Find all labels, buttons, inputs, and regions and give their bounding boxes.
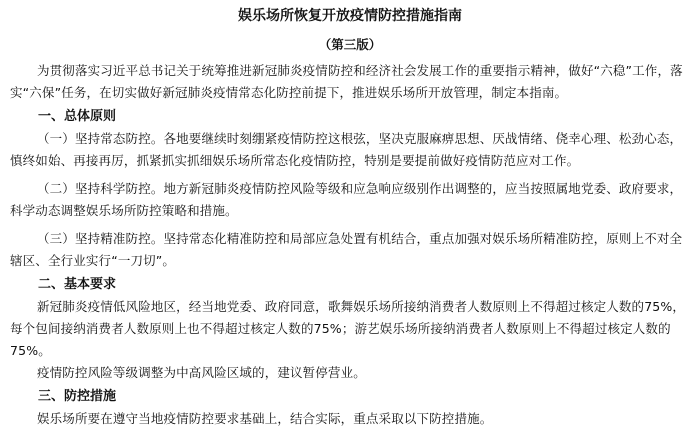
principle-paragraph-3: （三）坚持精准防控。坚持常态化精准防控和局部应急处置有机结合，重点加强对娱乐场所精准防控，原则上不对全辖区、全行业实行“一刀切”。 [10, 231, 683, 268]
section-heading-measures: 三、防控措施 [38, 389, 117, 404]
requirement-paragraph-1: 新冠肺炎疫情低风险地区，经当地党委、政府同意，歌舞娱乐场所接纳消费者人数原则上不得超过核定人数的75%，每个包间接纳消费者人数原则上也不得超过核定人数的75%；游艺娱乐场所接纳消费者人数原则上不得超过核定人数的75%。 [10, 299, 686, 358]
document-edition: （第三版） [318, 37, 382, 52]
intro-paragraph: 为贯彻落实习近平总书记关于统筹推进新冠肺炎疫情防控和经济社会发展工作的重要指示精神，做好“六稳”工作，落实“六保”任务，在切实做好新冠肺炎疫情常态化防控前提下，推进娱乐场所开放管理，制定本指南。 [10, 63, 683, 100]
requirement-paragraph-2: 疫情防控风险等级调整为中高风险区域的，建议暂停营业。 [37, 365, 366, 380]
section-heading-principles: 一、总体原则 [38, 109, 117, 124]
document-title: 娱乐场所恢复开放疫情防控措施指南 [238, 8, 462, 24]
principle-paragraph-1: （一）坚持常态防控。各地要继续时刻绷紧疫情防控这根弦，坚决克服麻痹思想、厌战情绪、侥幸心理、松劲心态，慎终如始、再接再厉，抓紧抓实抓细娱乐场所常态化疫情防控，特别是要提前做好疫情防范应对工作。 [10, 131, 683, 168]
measures-paragraph-1: 娱乐场所要在遵守当地疫情防控要求基础上，结合实际，重点采取以下防控措施。 [37, 411, 493, 426]
principle-paragraph-2: （二）坚持科学防控。地方新冠肺炎疫情防控风险等级和应急响应级别作出调整的，应当按照属地党委、政府要求，科学动态调整娱乐场所防控策略和措施。 [10, 181, 683, 218]
section-heading-requirements: 二、基本要求 [38, 277, 117, 292]
